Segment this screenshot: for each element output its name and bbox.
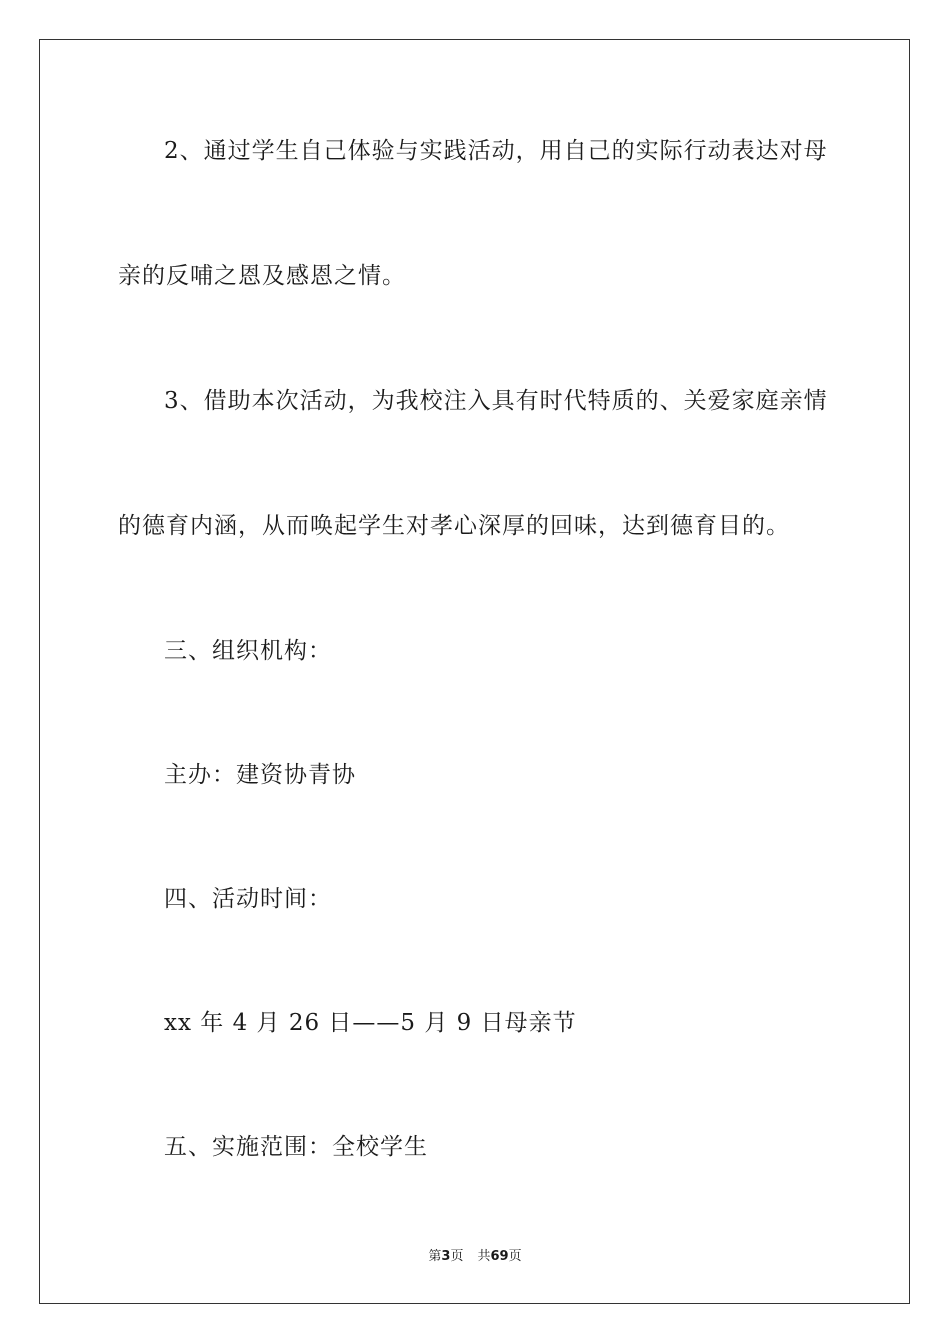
footer-page-total: 69 <box>490 1249 509 1264</box>
activity-time-range: xx 年 4 月 26 日——5 月 9 日母亲节 <box>164 1010 577 1036</box>
section-3-heading: 三、组织机构： <box>164 638 332 664</box>
footer-total-suffix: 页 <box>508 1249 522 1264</box>
section-4-heading: 四、活动时间： <box>164 886 332 912</box>
footer-page-suffix: 页 <box>450 1249 464 1264</box>
paragraph-2-line-2: 亲的反哺之恩及感恩之情。 <box>118 263 406 289</box>
footer-page-current: 3 <box>441 1249 451 1264</box>
paragraph-3-line-1: 3、借助本次活动，为我校注入具有时代特质的、关爱家庭亲情 <box>164 388 828 414</box>
footer-total-prefix: 共 <box>477 1249 491 1264</box>
paragraph-2-line-1: 2、通过学生自己体验与实践活动，用自己的实际行动表达对母 <box>164 138 828 164</box>
footer-page-prefix: 第 <box>428 1249 442 1264</box>
page-border <box>39 39 910 1304</box>
paragraph-3-line-2: 的德育内涵，从而唤起学生对孝心深厚的回味，达到德育目的。 <box>118 513 790 539</box>
organizer-line: 主办：建资协青协 <box>164 762 356 788</box>
section-5-scope: 五、实施范围：全校学生 <box>164 1134 428 1160</box>
page-footer <box>0 1248 950 1266</box>
